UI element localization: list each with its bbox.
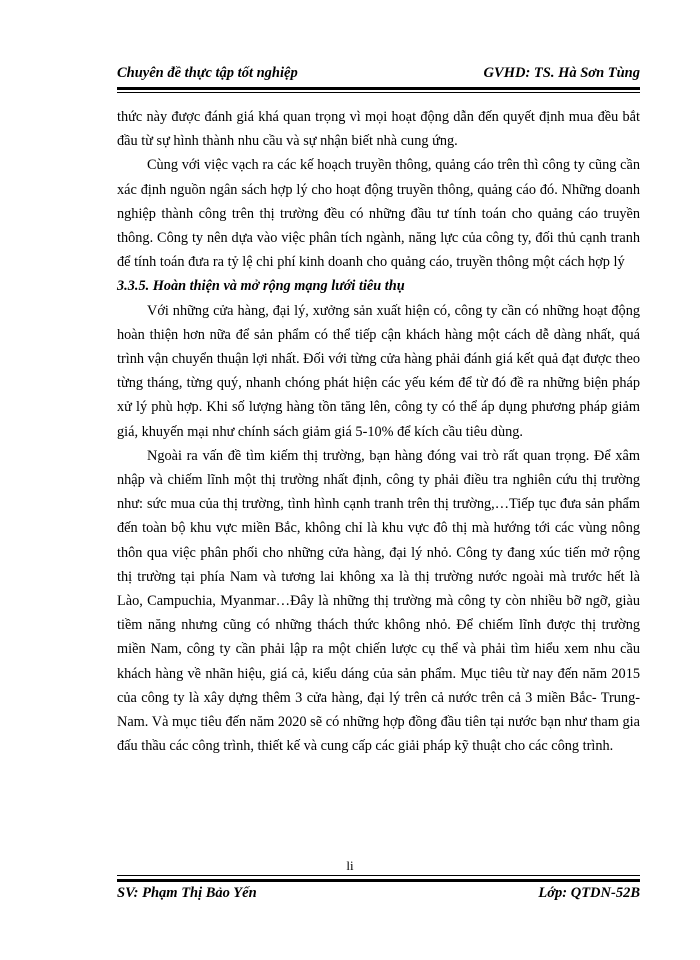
footer-rule-thick [117, 879, 640, 882]
page-footer [117, 885, 640, 907]
paragraph-market-expansion: Ngoài ra vấn đề tìm kiếm thị trường, bạn hàng đóng vai trò rất quan trọng. Để xâm nhập và chiếm lĩnh một thị trường nhất định, công ty phải điều tra nghiên cứu thị trường như: sức mua của thị trường, tình hình cạnh tranh trên thị trường,…Tiếp tục đưa sản phẩm đến toàn bộ khu vực miền Bắc, không chỉ là khu vực đô thị mà hướng tới các vùng nông thôn qua việc phân phối cho những cửa hàng, đại lý nhỏ. Công ty đang xúc tiến mở rộng thị trường tại phía Nam và tương lai không xa là thị trường nước ngoài mà trước hết là Lào, Campuchia, Myanmar…Đây là những thị trường mà công ty còn nhiều bỡ ngỡ, giàu tiềm năng nhưng cũng có những thách thức không nhỏ. Để chiếm lĩnh được thị trường miền Nam, công ty cần phải lập ra một chiến lược cụ thể và phải tìm hiểu xem nhu cầu khách hàng về nhãn hiệu, giá cả, kiểu dáng của sản phẩm. Mục tiêu từ nay đến năm 2015 của công ty là xây dựng thêm 3 cửa hàng, đại lý trên cả nước trên cả 3 miền Bắc- Trung- Nam. Và mục tiêu đến năm 2020 sẽ có những hợp đồng đầu tiên tại nước bạn như tham gia đấu thầu các công trình, thiết kế và cung cấp các giải pháp kỹ thuật cho các công trình. [117, 447, 640, 755]
paragraph-budget: Cùng với việc vạch ra các kế hoạch truyền thông, quảng cáo trên thì công ty cũng cần xác định nguồn ngân sách hợp lý cho hoạt động truyền thông, quảng cáo đó. Những doanh nghiệp thành công trên thị trường đều có những đầu tư tính toán cho quảng cáo truyền thông. Công ty nên dựa vào việc phân tích ngành, năng lực của công ty, đối thủ cạnh tranh để tính toán đưa ra tỷ lệ chi phí kinh doanh cho quảng cáo, truyền thông một cách hợp lý [117, 157, 640, 271]
footer-class: Lớp: QTDN-52B [538, 885, 640, 901]
paragraph-continuation: thức này được đánh giá khá quan trọng vì mọi hoạt động dẫn đến quyết định mua đều bắt đầu từ sự hình thành nhu cầu và sự nhận biết nhà cung ứng. [117, 109, 640, 150]
header-report-title: Chuyên đề thực tập tốt nghiệp [117, 65, 298, 81]
section-heading: 3.3.5. Hoàn thiện và mở rộng mạng lưới tiêu thụ [117, 278, 405, 295]
footer-rule-thin [117, 875, 640, 876]
footer-student-name: SV: Phạm Thị Bảo Yến [117, 885, 257, 901]
page-number: li [346, 858, 354, 873]
header-rule-thick [117, 87, 640, 90]
paragraph-distribution: Với những cửa hàng, đại lý, xưởng sản xuất hiện có, công ty cần có những hoạt động hoàn thiện hơn nữa để sản phẩm có thể tiếp cận khách hàng một cách dễ dàng nhất, quá trình vận chuyển thuận lợi nhất. Đối với từng cửa hàng phải đánh giá kết quả đạt được theo từng tháng, từng quý, nhanh chóng phát hiện các yếu kém để từ đó đề ra những biện pháp xử lý phù hợp. Khi số lượng hàng tồn tăng lên, công ty có thể áp dụng phương pháp giảm giá, khuyến mại như chính sách giảm giá 5-10% để kích cầu tiêu dùng. [117, 302, 640, 440]
header-rule-thin [117, 92, 640, 93]
header-advisor: GVHD: TS. Hà Sơn Tùng [483, 65, 640, 81]
page-header [117, 63, 640, 85]
page-body [117, 105, 640, 758]
